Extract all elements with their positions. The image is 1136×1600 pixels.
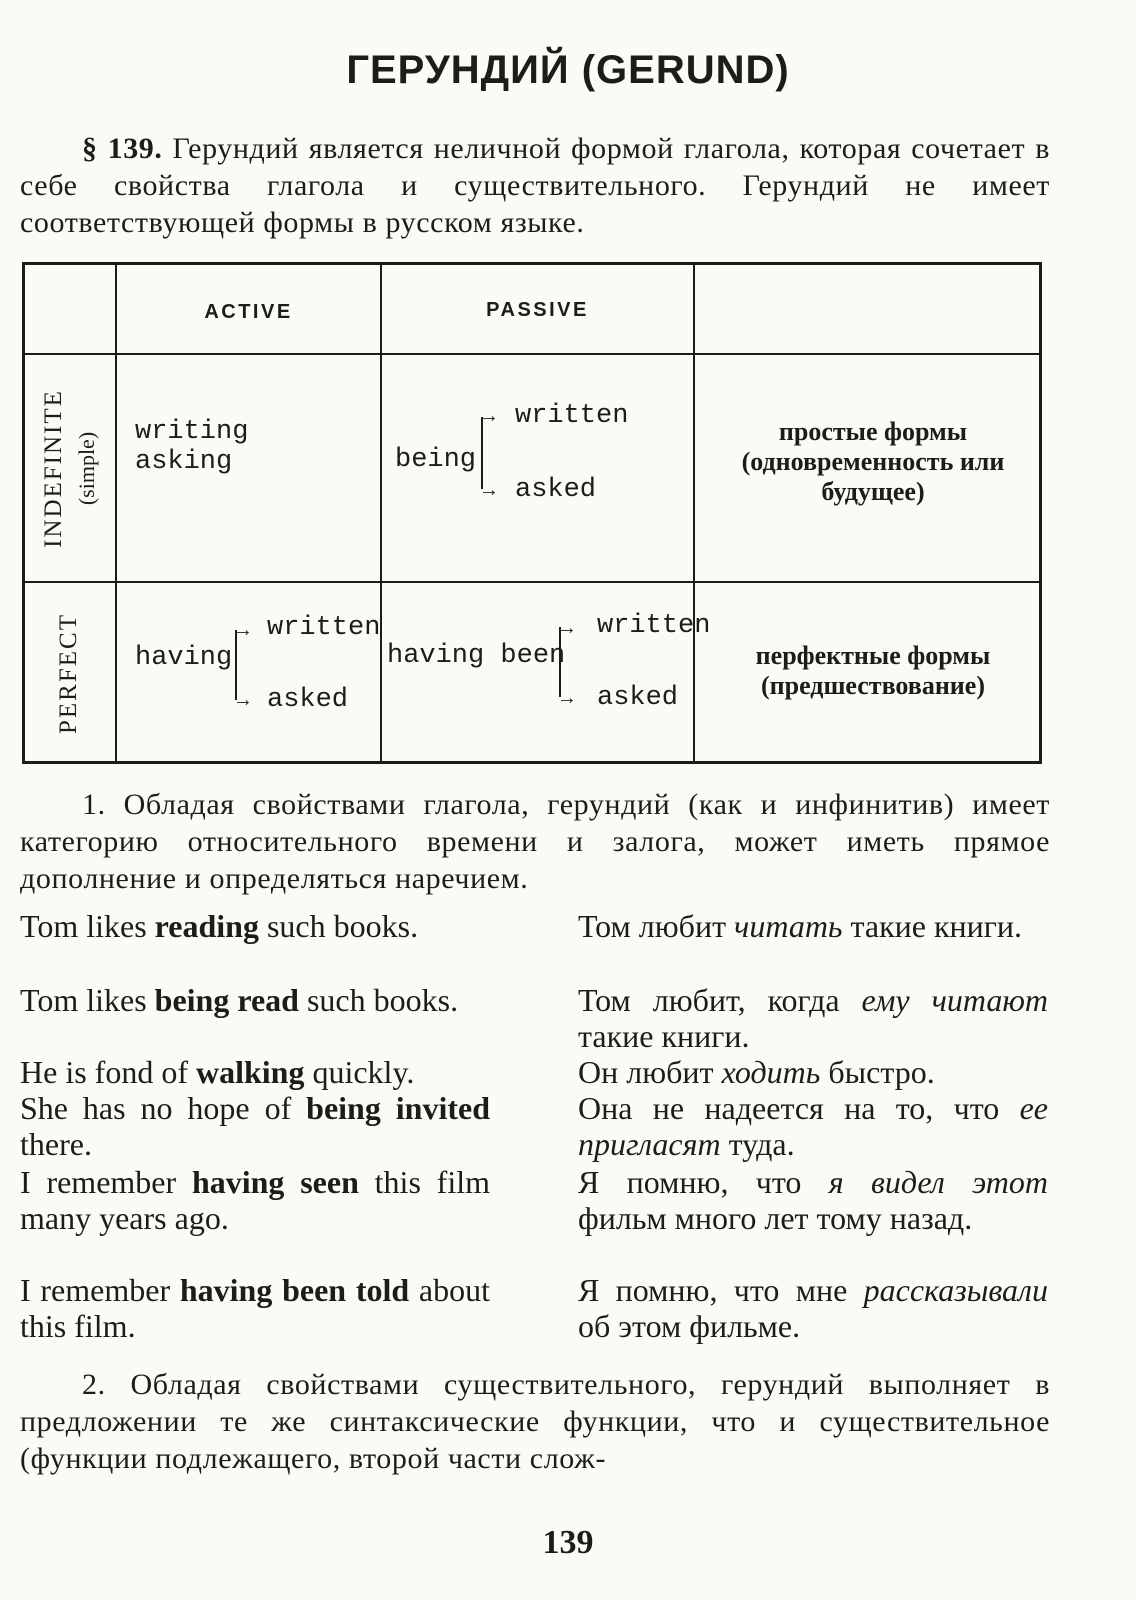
arrow-icon: → (237, 620, 250, 643)
example-ru: Том любит, когда ему читают такие книги. (578, 982, 1049, 1054)
indefinite-description: простые формы (одновременность или будущее) (741, 417, 1005, 506)
perfect-passive-cell (387, 265, 711, 763)
form-asked: asked (515, 475, 597, 505)
form-asked: asked (267, 685, 349, 715)
example-en: He is fond of walking quickly. (20, 1054, 415, 1090)
form-written: written (267, 613, 381, 643)
row-label-indefinite-text: INDEFINITE (39, 388, 67, 548)
row-label-indefinite (25, 355, 115, 581)
form-asked: asked (597, 683, 679, 713)
arrow-icon: → (561, 618, 574, 641)
point-1-paragraph (20, 786, 1050, 897)
arrow-icon: → (237, 690, 250, 713)
form-writing: writing (135, 417, 249, 447)
table-divider (115, 265, 117, 761)
gerund-forms-table (22, 262, 1042, 764)
row-label-perfect-text: PERFECT (54, 612, 82, 734)
perfect-description: перфектные формы (предшествование) (755, 641, 991, 700)
form-having: having (135, 643, 233, 673)
arrow-icon: → (561, 688, 574, 711)
example-ru: Я помню, что я видел этот фильм много лет тому назад. (578, 1164, 1049, 1236)
example-en: She has no hope of being invited there. (20, 1090, 491, 1162)
example-en: Tom likes reading such books. (20, 908, 419, 944)
form-being: being (395, 445, 477, 475)
perfect-active-cell (135, 265, 380, 763)
header-active: ACTIVE (204, 301, 293, 323)
example-ru: Том любит читать такие книги. (578, 908, 1022, 944)
example-en: I remember having been told about this film. (20, 1272, 491, 1344)
example-en: I remember having seen this film many years ago. (20, 1164, 491, 1236)
table-divider (693, 265, 695, 761)
example-ru: Я помню, что мне рассказывали об этом фильме. (578, 1272, 1048, 1344)
intro-text: Герундий является неличной формой глагола, которая сочетает в себе свойства глагола и существительного. Герундий не имеет соответствующей формы в русском языке. (20, 132, 1050, 239)
form-written: written (515, 401, 629, 431)
intro-paragraph (20, 130, 1050, 241)
point-2-text: 2. Обладая свойствами существительного, герундий выполняет в предложении те же синтаксические функции, что и существительное (функции подлежащего, второй части слож- (20, 1368, 1050, 1475)
row-sublabel-simple: (simple) (73, 431, 99, 505)
example-ru: Она не надеется на то, что ее пригласят туда. (578, 1090, 1048, 1162)
form-asking: asking (135, 447, 233, 477)
page-number: 139 (542, 1524, 594, 1561)
example-ru: Он любит ходить быстро. (578, 1054, 935, 1090)
header-passive: PASSIVE (486, 299, 589, 321)
point-1-text: 1. Обладая свойствами глагола, герундий (как и инфинитив) имеет категорию относительного времени и залога, может иметь прямое дополнение и определяться наречием. (20, 788, 1050, 895)
form-having-been: having been (387, 641, 566, 671)
section-number: § 139. (82, 132, 163, 165)
row-label-perfect (25, 583, 115, 763)
arrow-icon: → (483, 480, 496, 503)
arrow-icon: → (483, 406, 496, 429)
form-written: written (597, 611, 711, 641)
page-title: ГЕРУНДИЙ (GERUND) (346, 48, 790, 92)
example-en: Tom likes being read such books. (20, 982, 459, 1018)
point-2-paragraph (20, 1366, 1050, 1477)
table-divider (380, 265, 382, 761)
